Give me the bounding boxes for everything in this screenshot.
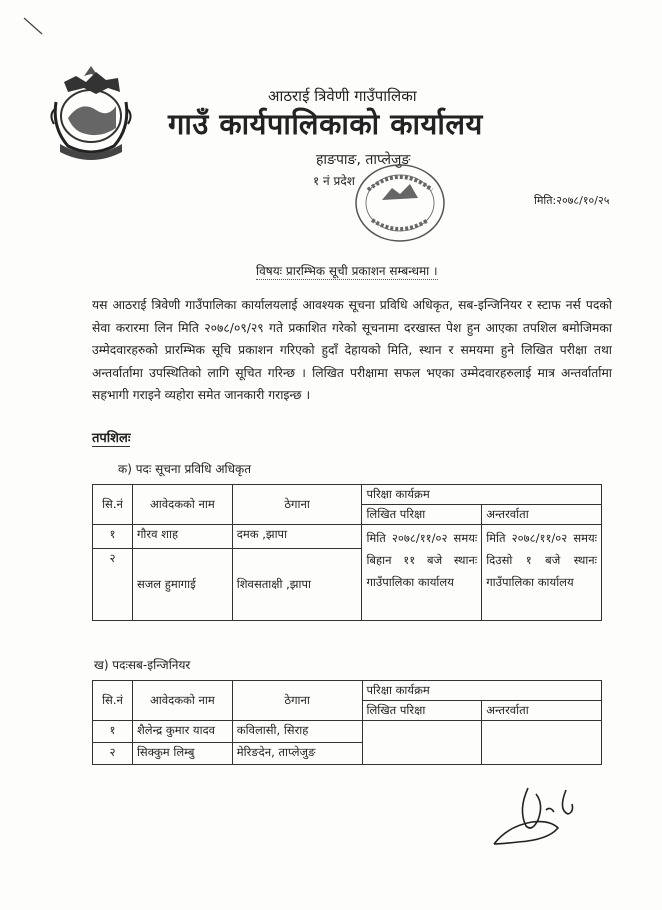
municipality-name: आठराई त्रिवेणी गाउँपालिका (268, 87, 417, 105)
table-header-row (93, 485, 602, 505)
col-address: ठेगाना (232, 485, 362, 525)
cell-name: गौरव शाह (132, 525, 232, 549)
post1-table (92, 484, 602, 621)
office-stamp (352, 160, 448, 246)
cell-name: सजल हुमागाई (132, 549, 232, 621)
cell-sn: १ (93, 721, 133, 743)
cell-interview-schedule: मिति २०७८/११/०२ समयः दिउसो १ बजे स्थानः गाउँपालिका कार्यालय (482, 525, 602, 621)
col-interview: अन्तरर्वाता (482, 505, 602, 525)
post1-title: क) पदः सूचना प्रविधि अधिकृत (118, 462, 252, 476)
cell-name: शैलेन्द्र कुमार यादव (132, 721, 232, 743)
cell-written-schedule: मिति २०७८/११/०२ समयः बिहान ११ बजे स्थानः गाउँपालिका कार्यालय (362, 525, 482, 621)
col-interview: अन्तरर्वाता (482, 701, 602, 721)
cell-address: कविलासी, सिराह (232, 721, 362, 743)
post2-title: ख) पदःसब-इन्जिनियर (94, 658, 191, 672)
cell-address: शिवसताक्षी ,झापा (232, 549, 362, 621)
province-label: १ नं प्रदेश (313, 174, 355, 188)
office-address: हाङपाङ, ताप्लेजुङ (316, 152, 411, 168)
subject-line: विषयः प्रारम्भिक सूची प्रकाशन सम्बन्धमा । (256, 264, 438, 278)
col-written: लिखित परिक्षा (362, 505, 482, 525)
pen-mark (22, 14, 46, 38)
details-heading: तपशिलः (92, 428, 130, 447)
cell-address: दमक ,झापा (232, 525, 362, 549)
cell-address: मेरिङदेन, ताप्लेजुङ (232, 743, 362, 765)
table-row (93, 721, 602, 743)
cell-interview-schedule (482, 721, 602, 765)
nepal-emblem-logo (46, 58, 136, 168)
table-header-row (93, 681, 602, 701)
col-written: लिखित परिक्षा (362, 701, 482, 721)
cell-name: सिक्कुम लिम्बु (132, 743, 232, 765)
col-exam-schedule: परिक्षा कार्यक्रम (362, 485, 602, 505)
cell-written-schedule (362, 721, 482, 765)
office-title: गाउँ कार्यपालिकाको कार्यालय (168, 107, 483, 141)
col-address: ठेगाना (232, 681, 362, 721)
col-name: आवेदकको नाम (132, 485, 232, 525)
cell-sn: २ (93, 549, 133, 621)
signature (488, 770, 618, 850)
col-name: आवेदकको नाम (132, 681, 232, 721)
post2-table (92, 680, 602, 765)
letter-date: मिति:२०७८/१०/२५ (534, 194, 610, 207)
cell-sn: १ (93, 525, 133, 549)
col-sn: सि.नं (93, 485, 133, 525)
notice-paragraph: यस आठराई त्रिवेणी गाउँपालिका कार्यालयलाई आवश्यक सूचना प्रविधि अधिकृत, सब-इन्जिनियर र स्टाफ नर्स पदको सेवा करारमा लिन मिति २०७८/०९/२९ गते प्रकाशित गरेको सूचनामा दरखास्त पेश हुन आएका तपशिल बमोजिमका उम्मेदवारहरुको प्रारम्भिक सूचि प्रकाशन गरिएको हुदाँ देहायको मिति, स्थान र समयमा हुने लिखित परीक्षा तथा अन्तर्वार्तामा उपस्थितिको लागि सूचित गरिन्छ । लिखित परीक्षामा सफल भएका उम्मेदवारहरुलाई मात्र अन्तर्वार्तामा सहभागी गराइने व्यहोरा समेत जानकारी गराइन्छ । (92, 298, 612, 402)
cell-sn: २ (93, 743, 133, 765)
table-row (93, 525, 602, 549)
col-sn: सि.नं (93, 681, 133, 721)
col-exam-schedule: परिक्षा कार्यक्रम (362, 681, 602, 701)
